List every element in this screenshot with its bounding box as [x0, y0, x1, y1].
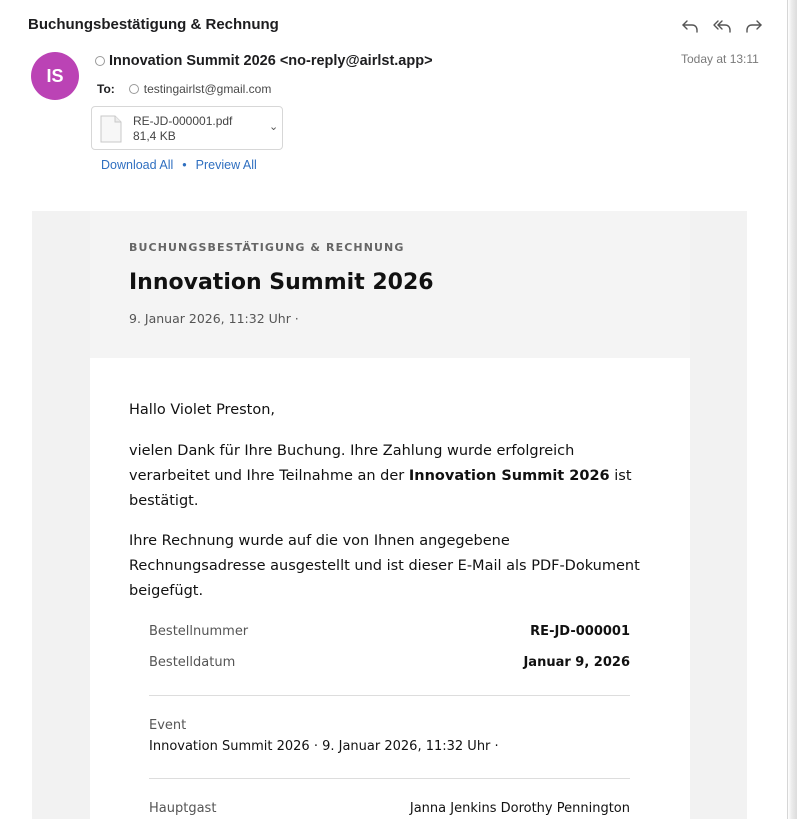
detail-row-order-number	[149, 624, 630, 644]
recipient[interactable]	[129, 82, 272, 96]
status-ring-icon	[95, 56, 105, 66]
forward-icon	[744, 17, 764, 35]
event-title: Innovation Summit 2026	[129, 270, 434, 295]
paragraph-text: vielen Dank für Ihre Buchung. Ihre Zahlung wurde erfolgreich verarbeitet und Ihre Teilnahme an der	[129, 443, 575, 484]
email-subject: Buchungsbestätigung & Rechnung	[28, 16, 279, 33]
reply-all-button[interactable]	[710, 15, 734, 37]
paragraph-event-name: Innovation Summit 2026	[408, 468, 610, 484]
reply-icon	[680, 17, 700, 35]
greeting: Hallo Violet Preston,	[129, 402, 276, 418]
event-value: Innovation Summit 2026 · 9. Januar 2026, 11:32 Uhr ·	[149, 739, 499, 754]
invoice-paragraph: Ihre Rechnung wurde auf die von Ihnen angegebene Rechnungsadresse ausgestellt und ist dieser E-Mail als PDF-Dokument beigefügt.	[129, 533, 640, 599]
reply-all-icon	[712, 17, 732, 35]
received-date: Today at 13:11	[681, 52, 759, 66]
reply-button[interactable]	[678, 15, 702, 37]
from-line	[95, 53, 433, 69]
attachment-size: 81,4 KB	[133, 129, 176, 143]
event-label: Event	[149, 718, 187, 733]
attachment-name: RE-JD-000001.pdf	[133, 114, 233, 128]
message-actions	[678, 15, 766, 37]
paragraph-text-end: ist bestätigt.	[129, 468, 632, 509]
detail-label: Bestellnummer	[149, 624, 249, 639]
eyebrow-label: BUCHUNGSBESTÄTIGUNG & RECHNUNG	[129, 241, 405, 254]
sender-name[interactable]: Innovation Summit 2026 <no-reply@airlst.app>	[109, 53, 433, 69]
detail-label: Bestelldatum	[149, 655, 236, 670]
guest-value: Janna Jenkins Dorothy Pennington	[409, 801, 630, 816]
guest-label: Hauptgast	[149, 801, 217, 816]
recipient-address: testingairlst@gmail.com	[143, 82, 272, 96]
chevron-down-icon[interactable]: ⌄	[269, 121, 279, 133]
attachment-links	[101, 158, 257, 172]
sender-avatar[interactable]: IS	[31, 52, 79, 100]
divider	[149, 778, 630, 779]
detail-value: RE-JD-000001	[530, 624, 630, 639]
confirmation-paragraph	[129, 439, 644, 514]
window-edge	[787, 0, 797, 819]
status-ring-icon	[129, 84, 139, 94]
to-line	[97, 82, 271, 96]
detail-value: Januar 9, 2026	[523, 655, 630, 670]
forward-button[interactable]	[742, 15, 766, 37]
divider	[149, 695, 630, 696]
preview-all-link[interactable]: Preview All	[195, 158, 257, 172]
file-icon	[100, 115, 122, 143]
attachment-pdf[interactable]	[91, 106, 283, 150]
detail-row-order-date	[149, 655, 630, 675]
message-header-block	[90, 211, 690, 358]
message-card	[90, 358, 690, 819]
download-all-link[interactable]: Download All	[101, 158, 174, 172]
to-label: To:	[97, 82, 115, 96]
event-meta: 9. Januar 2026, 11:32 Uhr ·	[129, 311, 299, 326]
link-separator: •	[182, 158, 187, 172]
